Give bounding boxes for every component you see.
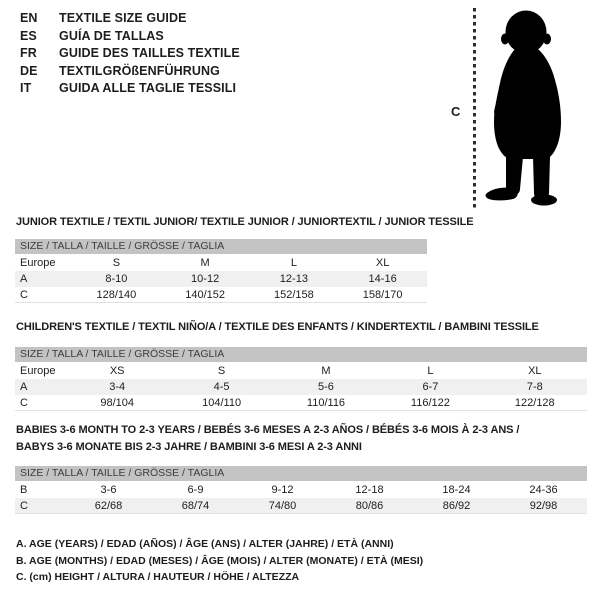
size-value-cell: 122/128: [514, 397, 555, 409]
table-row-c: [15, 287, 427, 303]
language-title: TEXTILGRÖßENFÜHRUNG: [59, 63, 220, 78]
row-label-cell: C: [20, 397, 28, 409]
size-value-cell: 74/80: [268, 500, 297, 512]
size-value-cell: 86/92: [442, 500, 471, 512]
language-code: FR: [20, 46, 37, 60]
height-measure-label: C: [451, 104, 461, 119]
size-value-cell: 12-13: [279, 273, 308, 285]
row-label-cell: A: [20, 381, 28, 393]
size-value-cell: XS: [109, 365, 125, 377]
children-table-title: CHILDREN'S TEXTILE / TEXTIL NIÑO/A / TEXTILE DES ENFANTS / KINDERTEXTIL / BAMBINI TESSILE: [16, 321, 539, 333]
size-value-cell: 92/98: [529, 500, 558, 512]
size-value-cell: L: [290, 257, 297, 269]
size-value-cell: 110/116: [306, 397, 346, 409]
size-value-cell: 18-24: [442, 484, 471, 496]
legend-footnotes: [16, 536, 423, 586]
size-value-cell: 6-9: [187, 484, 204, 496]
size-value-cell: 104/110: [202, 397, 242, 409]
children-size-table: [15, 347, 587, 411]
language-title: GUÍA DE TALLAS: [59, 28, 164, 43]
size-value-cell: 140/152: [185, 289, 225, 301]
size-value-cell: 9-12: [271, 484, 294, 496]
junior-size-table: [15, 239, 427, 303]
size-value-cell: XL: [375, 257, 390, 269]
size-header-bar: SIZE / TALLA / TAILLE / GRÖSSE / TAGLIA: [15, 466, 587, 481]
size-value-cell: 152/158: [273, 289, 314, 301]
size-value-cell: 116/122: [410, 397, 450, 409]
size-value-cell: 8-10: [105, 273, 128, 285]
size-value-cell: 5-6: [318, 381, 334, 393]
size-value-cell: L: [427, 365, 434, 377]
table-row-europe: [15, 255, 427, 271]
language-code: ES: [20, 28, 37, 43]
size-value-cell: M: [200, 257, 210, 269]
row-label-cell: Europe: [20, 365, 56, 377]
babies-table-title: [16, 422, 519, 455]
size-header-bar: SIZE / TALLA / TAILLE / GRÖSSE / TAGLIA: [15, 239, 427, 254]
size-value-cell: 14-16: [368, 273, 397, 285]
language-code: DE: [20, 63, 38, 78]
size-header-bar: SIZE / TALLA / TAILLE / GRÖSSE / TAGLIA: [15, 347, 587, 362]
babies-table-title-line1: BABIES 3-6 MONTH TO 2-3 YEARS / BEBÉS 3-6 MESES A 2-3 AÑOS / BÉBÉS 3-6 MOIS À 2-3 ANS /: [16, 424, 520, 436]
language-title: GUIDE DES TAILLES TEXTILE: [59, 46, 240, 60]
height-measure-dashed-line: [473, 8, 476, 209]
size-value-cell: 3-6: [100, 484, 117, 496]
row-label-cell: Europe: [20, 257, 56, 269]
row-label-cell: C: [20, 289, 28, 301]
size-value-cell: 4-5: [213, 381, 230, 393]
footnote-c: C. (cm) HEIGHT / ALTURA / HAUTEUR / HÖHE / ALTEZZA: [16, 571, 300, 583]
size-value-cell: 158/170: [362, 289, 403, 301]
size-value-cell: M: [321, 365, 331, 377]
size-value-cell: S: [112, 257, 121, 269]
size-value-cell: 12-18: [355, 484, 384, 496]
language-row-fr: [20, 45, 240, 63]
table-row-c: [15, 395, 587, 411]
size-value-cell: 7-8: [526, 381, 543, 393]
language-code: EN: [20, 11, 38, 25]
size-value-cell: 98/104: [100, 397, 135, 409]
footnote-b: B. AGE (MONTHS) / EDAD (MESES) / ÂGE (MOIS) / ALTER (MONATE) / ETÀ (MESI): [16, 554, 424, 567]
language-title: TEXTILE SIZE GUIDE: [59, 11, 187, 25]
babies-table-title-line2: BABYS 3-6 MONATE BIS 2-3 JAHRE / BAMBINI 3-6 MESI A 2-3 ANNI: [16, 440, 362, 453]
row-label-cell: C: [20, 500, 28, 512]
baby-silhouette-icon: [478, 8, 578, 208]
footnote-a: A. AGE (YEARS) / EDAD (AÑOS) / ÂGE (ANS) / ALTER (JAHRE) / ETÀ (ANNI): [16, 538, 394, 550]
babies-size-table: [15, 466, 587, 514]
size-value-cell: 24-36: [529, 484, 558, 496]
size-value-cell: 10-12: [191, 273, 220, 285]
row-label-cell: A: [20, 273, 28, 285]
size-value-cell: 3-4: [109, 381, 126, 393]
language-row-es: [20, 28, 240, 46]
language-code: IT: [20, 81, 32, 95]
size-value-cell: 128/140: [96, 289, 137, 301]
language-title-list: [20, 10, 240, 98]
table-row-europe: [15, 363, 587, 379]
size-value-cell: 6-7: [422, 381, 439, 393]
row-label-cell: B: [20, 484, 28, 496]
size-value-cell: 68/74: [181, 500, 210, 512]
language-row-en: [20, 10, 240, 28]
table-row-a: [15, 271, 427, 287]
table-row-a: [15, 379, 587, 395]
language-row-it: [20, 80, 240, 98]
language-title: GUIDA ALLE TAGLIE TESSILI: [59, 81, 237, 95]
size-value-cell: XL: [528, 365, 542, 377]
size-value-cell: 80/86: [355, 500, 384, 512]
table-row-b: [15, 482, 587, 498]
junior-table-title: JUNIOR TEXTILE / TEXTIL JUNIOR/ TEXTILE JUNIOR / JUNIORTEXTIL / JUNIOR TESSILE: [16, 216, 474, 228]
size-value-cell: 62/68: [94, 500, 123, 512]
table-row-c: [15, 498, 587, 514]
size-value-cell: S: [217, 365, 226, 377]
language-row-de: [20, 63, 240, 81]
